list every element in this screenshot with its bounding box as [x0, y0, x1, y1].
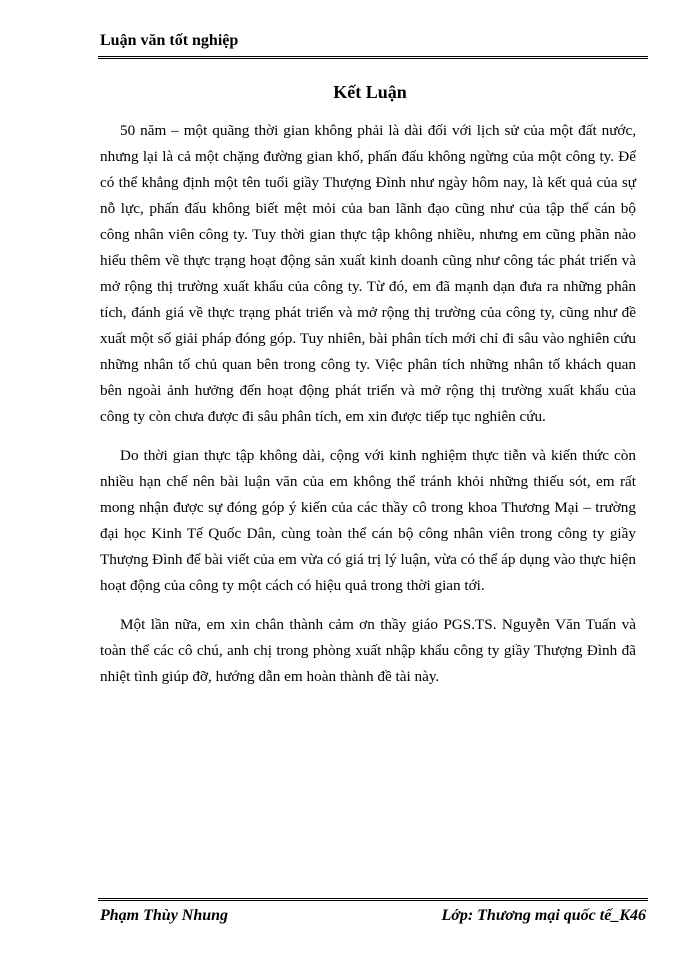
page-header — [98, 30, 648, 59]
page-footer — [98, 898, 648, 931]
document-title: Kết Luận — [333, 82, 407, 102]
footer-class: Lớp: Thương mại quốc tế_K46 — [441, 907, 646, 924]
header-title: Luận văn tốt nghiệp — [100, 32, 239, 49]
footer-author: Phạm Thùy Nhung — [100, 907, 229, 924]
paragraph-3: Một lần nữa, em xin chân thành cảm ơn thầy giáo PGS.TS. Nguyễn Văn Tuấn và toàn thể các cô chú, anh chị trong phòng xuất nhập khẩu công ty giầy Thượng Đình đã nhiệt tình giúp đỡ, hướng dẫn em hoàn thành đề tài này. — [100, 616, 636, 685]
document-body — [100, 118, 636, 703]
paragraph-1: 50 năm – một quãng thời gian không phải là dài đối với lịch sử của một đất nước, nhưng lại là cả một chặng đường gian khổ, phấn đấu không ngừng của một công ty. Để có thể khẳng định một tên tuổi giầy Thượng Đình như ngày hôm nay, là kết quả của sự nỗ lực, phấn đấu không biết mệt mỏi của ban lãnh đạo cũng như của tập thể cán bộ công nhân viên công ty. Tuy thời gian thực tập không nhiều, nhưng em cũng phần nào hiểu thêm về thực trạng hoạt động sản xuất kinh doanh cũng như công tác phát triển và mở rộng thị trường xuất khẩu của công ty. Từ đó, em đã mạnh dạn đưa ra những phân tích, đánh giá về thực trạng phát triển và mở rộng thị trường của công ty, cũng như đề xuất một số giải pháp đóng góp. Tuy nhiên, bài phân tích mới chỉ đi sâu vào nghiên cứu những nhân tố chủ quan bên trong công ty. Việc phân tích những nhân tố khách quan bên ngoài ảnh hưởng đến hoạt động phát triển và mở rộng thị trường xuất khẩu của công ty còn chưa được đi sâu phân tích, em xin được tiếp tục nghiên cứu. — [100, 122, 636, 425]
paragraph-2: Do thời gian thực tập không dài, cộng với kinh nghiệm thực tiễn và kiến thức còn nhiều hạn chế nên bài luận văn của em không thể tránh khỏi những thiếu sót, em rất mong nhận được sự đóng góp ý kiến của các thầy cô trong khoa Thương Mại – trường đại học Kinh Tế Quốc Dân, cùng toàn thể cán bộ công nhân viên trong công ty giầy Thượng Đình để bài viết của em vừa có giá trị lý luận, vừa có thể áp dụng vào thực hiện hoạt động của công ty một cách có hiệu quả trong thời gian tới. — [100, 447, 636, 594]
